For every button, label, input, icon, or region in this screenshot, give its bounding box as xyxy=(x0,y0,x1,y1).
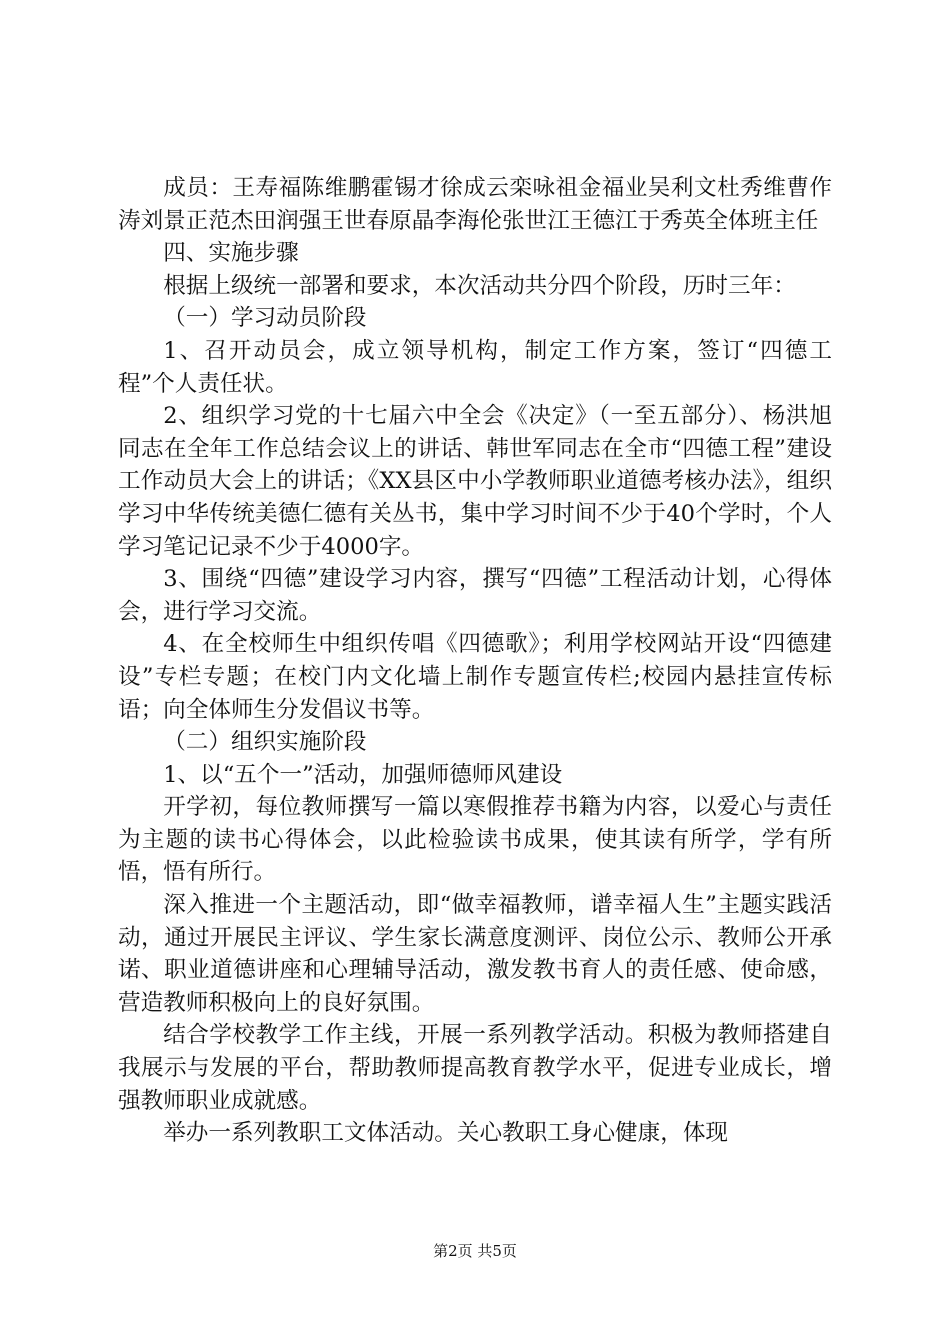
paragraph-theme-activity: 深入推进一个主题活动，即“做幸福教师，谱幸福人生”主题实践活动，通过开展民主评议、学生家长满意度测评、岗位公示、教师公开承诺、职业道德讲座和心理辅导活动，激发教书育人的责任感、使命感，营造教师积极向上的良好氛围。 xyxy=(118,892,832,1016)
section-heading-steps: 四、实施步骤 xyxy=(163,240,299,267)
paragraph-item-2: 2、组织学习党的十七届六中全会《决定》（一至五部分）、杨洪旭同志在全年工作总结会议上的讲话、韩世军同志在全市“四德工程”建设工作动员大会上的讲话；《XX县区中小学教师职业道德考核办法》，组织学习中华传统美德仁德有关丛书，集中学习时间不少于40个学时，个人学习笔记记录不少于4000字。 xyxy=(118,403,832,560)
paragraph-item-4: 4、在全校师生中组织传唱《四德歌》；利用学校网站开设“四德建设”专栏专题；在校门内文化墙上制作专题宣传栏;校园内悬挂宣传标语；向全体师生分发倡议书等。 xyxy=(118,631,832,723)
paragraph-five-ones: 1、以“五个一”活动，加强师德师风建设 xyxy=(163,761,563,788)
paragraph-item-1: 1、召开动员会，成立领导机构，制定工作方案，签订“四德工程”个人责任状。 xyxy=(118,337,832,397)
document-body xyxy=(118,172,832,1150)
paragraph-stages-intro: 根据上级统一部署和要求，本次活动共分四个阶段，历时三年： xyxy=(163,272,796,299)
subheading-study-stage: （一）学习动员阶段 xyxy=(163,305,367,332)
paragraph-reading: 开学初，每位教师撰写一篇以寒假推荐书籍为内容，以爱心与责任为主题的读书心得体会，以此检验读书成果，使其读有所学，学有所悟，悟有所行。 xyxy=(118,794,832,886)
paragraph-item-3: 3、围绕“四德”建设学习内容，撰写“四德”工程活动计划，心得体会，进行学习交流。 xyxy=(118,566,832,625)
paragraph-members: 成员：王寿福陈维鹏霍锡才徐成云栾咏祖金福业吴利文杜秀维曹作涛刘景正范杰田润强王世春原晶李海伦张世江王德江于秀英全体班主任 xyxy=(118,175,832,234)
subheading-implementation-stage: （二）组织实施阶段 xyxy=(163,729,367,756)
page-number: 第2页 共5页 xyxy=(433,1242,517,1260)
paragraph-sports-activity: 举办一系列教职工文体活动。关心教职工身心健康，体现 xyxy=(163,1120,729,1147)
paragraph-teaching-activity: 结合学校教学工作主线，开展一系列教学活动。积极为教师搭建自我展示与发展的平台，帮助教师提高教育教学水平，促进专业成长，增强教师职业成就感。 xyxy=(118,1022,832,1114)
